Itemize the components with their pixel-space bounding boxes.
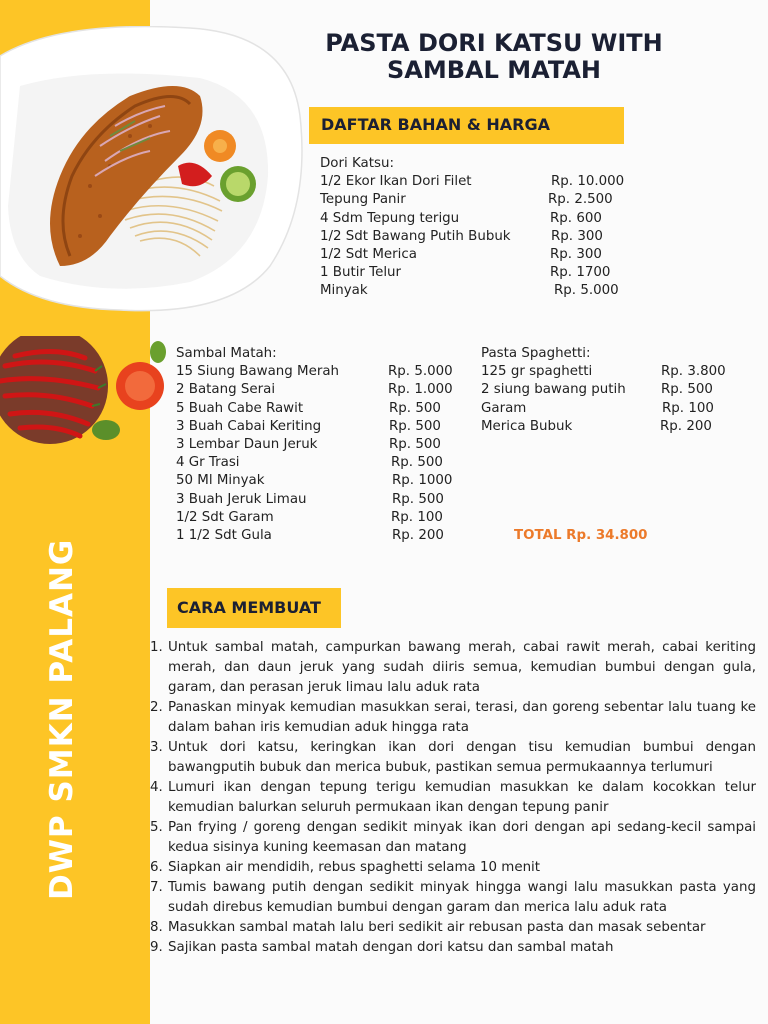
step-number: 3. bbox=[150, 740, 163, 755]
ingredient-row bbox=[320, 228, 650, 246]
ingredient-row bbox=[176, 436, 476, 454]
chili-decoration bbox=[0, 336, 170, 446]
ingredient-price: Rp. 1.000 bbox=[388, 382, 453, 398]
ingredient-name: 3 Buah Cabai Keriting bbox=[176, 418, 322, 434]
ingredient-price: Rp. 500 bbox=[392, 491, 444, 507]
ingredient-price: Rp. 500 bbox=[389, 436, 441, 452]
step-text: Masukkan sambal matah lalu beri sedikit air rebusan pasta dan masak sebentar bbox=[168, 920, 706, 935]
ingredient-row bbox=[176, 400, 476, 418]
ingredient-price: Rp. 500 bbox=[661, 382, 713, 398]
ingredient-row bbox=[176, 527, 476, 545]
step-item bbox=[150, 778, 756, 818]
ingredient-price: Rp. 10.000 bbox=[551, 174, 625, 190]
ingredient-price: Rp. 300 bbox=[551, 228, 603, 244]
ingredients-heading: DAFTAR BAHAN & HARGA bbox=[309, 107, 624, 144]
step-number: 7. bbox=[150, 880, 163, 895]
ingredient-row bbox=[320, 264, 650, 282]
ingredient-price: Rp. 300 bbox=[550, 246, 602, 262]
step-text: Siapkan air mendidih, rebus spaghetti selama 10 menit bbox=[168, 860, 541, 875]
ingredient-row bbox=[320, 282, 650, 300]
ingredient-name: 1 Butir Telur bbox=[320, 265, 402, 281]
ingredient-row bbox=[176, 491, 476, 509]
ingredient-name: 50 Ml Minyak bbox=[176, 473, 265, 489]
step-number: 5. bbox=[150, 820, 163, 835]
ingredient-row bbox=[176, 509, 476, 527]
sambal-ingredients bbox=[176, 345, 476, 545]
ingredient-name: 4 Sdm Tepung terigu bbox=[320, 210, 460, 226]
title-line-1: PASTA DORI KATSU WITH bbox=[325, 29, 663, 57]
ingredient-price: Rp. 3.800 bbox=[661, 364, 726, 380]
ingredient-name: Merica Bubuk bbox=[481, 418, 573, 434]
step-item bbox=[150, 818, 756, 858]
ingredient-price: Rp. 500 bbox=[391, 455, 443, 471]
step-number: 2. bbox=[150, 700, 163, 715]
title-line-2: SAMBAL MATAH bbox=[386, 56, 602, 84]
ingredient-price: Rp. 5.000 bbox=[388, 364, 453, 380]
total-price: TOTAL Rp. 34.800 bbox=[514, 528, 648, 543]
ingredient-row bbox=[176, 454, 476, 472]
ingredient-name: 125 gr spaghetti bbox=[481, 364, 593, 380]
step-number: 4. bbox=[150, 780, 163, 795]
step-item bbox=[150, 638, 756, 698]
ingredient-name: 1/2 Sdt Merica bbox=[320, 246, 417, 262]
ingredient-name: 15 Siung Bawang Merah bbox=[176, 364, 340, 380]
ingredient-name: Minyak bbox=[320, 283, 368, 299]
ingredient-price: Rp. 200 bbox=[660, 418, 712, 434]
dori-ingredients bbox=[320, 155, 650, 301]
sambal-label: Sambal Matah: bbox=[176, 346, 277, 361]
ingredient-price: Rp. 600 bbox=[550, 210, 602, 226]
ingredient-row bbox=[481, 381, 741, 399]
ingredient-row bbox=[320, 210, 650, 228]
sidebar-label: DWP SMKN PALANG bbox=[44, 538, 80, 900]
ingredient-row bbox=[176, 472, 476, 490]
dish-photo bbox=[0, 26, 306, 312]
step-item bbox=[150, 698, 756, 738]
step-text: Panaskan minyak kemudian masukkan serai, terasi, dan goreng sebentar lalu tuang ke dalam bahan iris kemudian aduk hingga rata bbox=[168, 700, 756, 735]
step-number: 9. bbox=[150, 940, 163, 955]
ingredient-row bbox=[176, 381, 476, 399]
ingredient-row bbox=[481, 400, 741, 418]
ingredient-name: 3 Buah Jeruk Limau bbox=[176, 491, 307, 507]
step-text: Pan frying / goreng dengan sedikit minyak ikan dori dengan api sedang-kecil sampai kedua sisinya kuning keemasan dan matang bbox=[168, 820, 756, 855]
step-text: Untuk sambal matah, campurkan bawang merah, cabai rawit merah, cabai keriting merah, dan daun jeruk yang sudah diiris semua, kemudian bumbui dengan gula, garam, dan perasan jeruk limau lalu aduk rata bbox=[168, 640, 756, 695]
step-item bbox=[150, 878, 756, 918]
step-number: 6. bbox=[150, 860, 163, 875]
ingredient-name: 1/2 Sdt Bawang Putih Bubuk bbox=[320, 228, 511, 244]
ingredient-price: Rp. 500 bbox=[389, 400, 441, 416]
ingredient-name: Tepung Panir bbox=[320, 192, 406, 208]
ingredient-name: 3 Lembar Daun Jeruk bbox=[176, 436, 318, 452]
ingredient-row bbox=[481, 418, 741, 436]
ingredient-row bbox=[320, 246, 650, 264]
ingredient-name: 4 Gr Trasi bbox=[176, 455, 240, 471]
step-number: 8. bbox=[150, 920, 163, 935]
ingredient-name: 1/2 Ekor Ikan Dori Filet bbox=[320, 174, 472, 190]
step-text: Lumuri ikan dengan tepung terigu kemudian masukkan ke dalam kocokkan telur kemudian balurkan seluruh permukaan ikan dengan tepung panir bbox=[168, 780, 756, 815]
steps-list bbox=[150, 638, 756, 958]
ingredient-price: Rp. 2.500 bbox=[548, 192, 613, 208]
step-text: Untuk dori katsu, keringkan ikan dori dengan tisu kemudian bumbui dengan bawangputih bubuk dan merica bubuk, pastikan semua permukaannya terlumuri bbox=[168, 740, 756, 775]
page-title bbox=[296, 30, 692, 84]
ingredient-row bbox=[176, 363, 476, 381]
ingredient-price: Rp. 5.000 bbox=[554, 283, 619, 299]
ingredient-price: Rp. 100 bbox=[662, 400, 714, 416]
ingredient-name: 1 1/2 Sdt Gula bbox=[176, 527, 272, 543]
dori-label: Dori Katsu: bbox=[320, 156, 394, 171]
ingredient-price: Rp. 1700 bbox=[550, 265, 611, 281]
step-text: Sajikan pasta sambal matah dengan dori katsu dan sambal matah bbox=[168, 940, 614, 955]
step-item bbox=[150, 858, 756, 878]
ingredient-price: Rp. 1000 bbox=[392, 473, 453, 489]
step-number: 1. bbox=[150, 640, 163, 655]
ingredient-name: 5 Buah Cabe Rawit bbox=[176, 400, 304, 416]
pasta-ingredients bbox=[481, 345, 741, 436]
ingredient-price: Rp. 100 bbox=[391, 509, 443, 525]
ingredient-row bbox=[320, 173, 650, 191]
ingredient-price: Rp. 500 bbox=[389, 418, 441, 434]
step-text: Tumis bawang putih dengan sedikit minyak hingga wangi lalu masukkan pasta yang sudah direbus kemudian bumbui dengan garam dan merica lalu aduk rata bbox=[168, 880, 756, 915]
pasta-label: Pasta Spaghetti: bbox=[481, 346, 591, 361]
ingredient-name: Garam bbox=[481, 400, 527, 416]
ingredient-name: 2 siung bawang putih bbox=[481, 382, 626, 398]
step-item bbox=[150, 938, 756, 958]
ingredient-row bbox=[481, 363, 741, 381]
ingredient-row bbox=[320, 191, 650, 209]
ingredient-name: 1/2 Sdt Garam bbox=[176, 509, 274, 525]
step-item bbox=[150, 738, 756, 778]
ingredient-price: Rp. 200 bbox=[392, 527, 444, 543]
ingredient-name: 2 Batang Serai bbox=[176, 382, 276, 398]
step-item bbox=[150, 918, 756, 938]
ingredient-row bbox=[176, 418, 476, 436]
steps-heading: CARA MEMBUAT bbox=[167, 588, 341, 628]
